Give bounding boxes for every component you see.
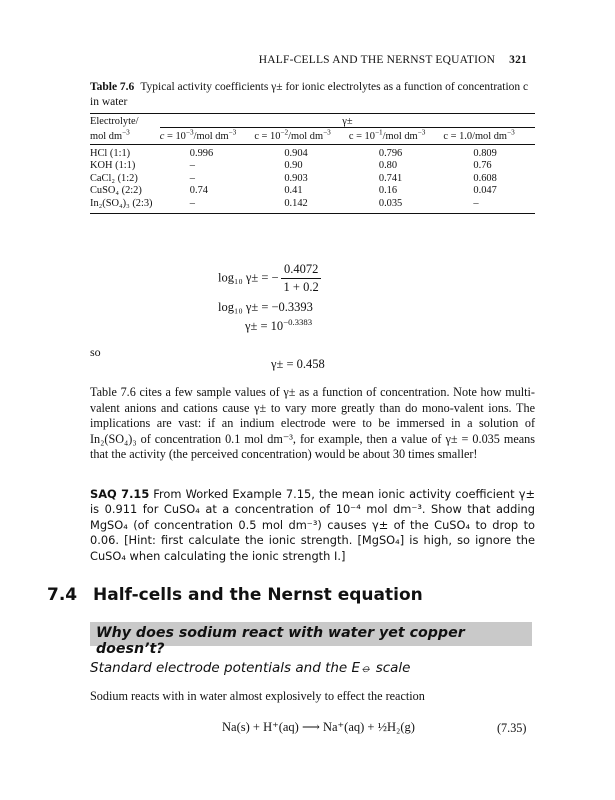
table-row — [90, 173, 535, 185]
gamma-group-header: γ± — [160, 114, 535, 128]
gamma-value-cell: 0.047 — [473, 185, 497, 197]
section-heading — [47, 585, 423, 605]
column-header: $c = 10^{-1}$/mol $dm^{-3}$ — [348, 128, 426, 142]
gamma-value-cell: 0.741 — [378, 172, 403, 184]
gamma-value-cell: 0.90 — [284, 160, 303, 172]
equation-result: γ± = 0.458 — [271, 357, 325, 371]
body-paragraph: Table 7.6 cites a few sample values of γ± as a function of concentration. Note how multi-valent anions and cations cause γ± to vary more greatly than do mono-valent ions. The implications are vast: if an indium electrode were to be immersed in a solution of In₂(SO₄)₃ of concentration 0.1 mol dm⁻³, for example, then a value of γ± = 0.035 means that the activity (the perceived concentration) would be about 30 times smaller! — [90, 385, 535, 462]
equation-line-1: log₁₀ γ± = − $\frac{0.4072}{1 + 0.2}$ — [218, 262, 324, 295]
electrolyte-cell: CaCl₂ (1:2) — [90, 172, 138, 184]
subheading: Standard electrode potentials and the E⦵ scale — [90, 660, 411, 676]
gamma-value-cell: 0.996 — [189, 148, 214, 159]
page-number: 321 — [509, 54, 527, 66]
running-head-title: HALF-CELLS AND THE NERNST EQUATION — [258, 54, 496, 66]
table-caption — [90, 80, 535, 110]
electrolyte-cell: CuSO₄ (2:2) — [90, 185, 142, 197]
gamma-value-cell: 0.904 — [284, 148, 308, 159]
column-header: $c = 10^{-3}$/mol $dm^{-3}$ — [159, 128, 237, 142]
gamma-value-cell: – — [473, 197, 479, 209]
gamma-value-cell: 0.142 — [284, 197, 308, 209]
saq-text: From Worked Example 7.15, the mean ionic activity coefficient γ± is 0.911 for CuSO₄ at a concentration of 10⁻⁴ mol dm⁻³. Show that adding MgSO₄ (of concentration 0.5 mol dm⁻³) causes γ± of the CuSO₄ to drop to 0.06. [Hint: first calculate the ionic strength. [MgSO₄] is high, so ignore the CuSO₄ when calculating the ionic strength I.] — [90, 487, 535, 563]
so-word: so — [90, 345, 101, 359]
section-body-text: Sodium reacts with in water almost explosively to effect the reaction — [90, 689, 425, 703]
equation-line-2: log₁₀ γ± = −0.3393 — [218, 300, 313, 314]
gamma-value-cell: 0.796 — [378, 148, 403, 159]
table-row — [90, 145, 535, 161]
gamma-value-cell: 0.608 — [473, 172, 497, 184]
equation-line-3: $\gamma\pm = 10^{-0.3383}$ — [245, 316, 313, 333]
table-row — [90, 185, 535, 197]
electrolyte-cell: HCl (1:1) — [90, 148, 131, 159]
electrolyte-cell: KOH (1:1) — [90, 160, 136, 172]
section-title: Half-cells and the Nernst equation — [93, 585, 423, 605]
electrolyte-header-line1: Electrolyte/ — [90, 116, 139, 128]
gamma-value-cell: – — [189, 172, 195, 184]
table-label: Table 7.6 — [90, 81, 135, 93]
gamma-value-cell: – — [189, 160, 195, 172]
fraction: $\frac{0.4072}{1 + 0.2}$ — [281, 262, 322, 295]
running-head — [259, 54, 527, 66]
gamma-value-cell: 0.903 — [284, 172, 308, 184]
section-number: 7.4 — [47, 585, 78, 605]
electrolyte-cell: In₂(SO₄)₃ (2:3) — [90, 197, 153, 209]
reaction-equation: Na(s) + H⁺(aq) ⟶ Na⁺(aq) + ½H₂(g) — [222, 720, 415, 734]
equation-number: (7.35) — [497, 721, 527, 735]
question-text: Why does sodium react with water yet copper doesn’t? — [96, 625, 465, 657]
question-banner — [90, 622, 532, 657]
gamma-value-cell: 0.41 — [284, 185, 303, 197]
gamma-value-cell: 0.809 — [473, 148, 497, 159]
saq-block — [90, 487, 535, 564]
gamma-value-cell: – — [189, 197, 195, 209]
column-header: $c = 10^{-2}$/mol $dm^{-3}$ — [254, 128, 331, 142]
table-row — [90, 160, 535, 172]
table-caption-text: Typical activity coefficients γ± for ionic electrolytes as a function of concentration c in water — [90, 81, 529, 108]
column-header: c = 1.0/mol $dm^{-3}$ — [443, 128, 515, 142]
gamma-value-cell: 0.74 — [189, 185, 208, 197]
gamma-value-cell: 0.035 — [378, 197, 403, 209]
electrolyte-header-line2: mol $dm^{-3}$ — [90, 128, 130, 142]
activity-coefficient-table — [90, 113, 535, 214]
saq-label: SAQ 7.15 — [90, 487, 150, 501]
gamma-value-cell: 0.76 — [473, 160, 492, 172]
table-row — [90, 198, 535, 214]
gamma-value-cell: 0.80 — [378, 160, 398, 172]
gamma-value-cell: 0.16 — [378, 185, 398, 197]
